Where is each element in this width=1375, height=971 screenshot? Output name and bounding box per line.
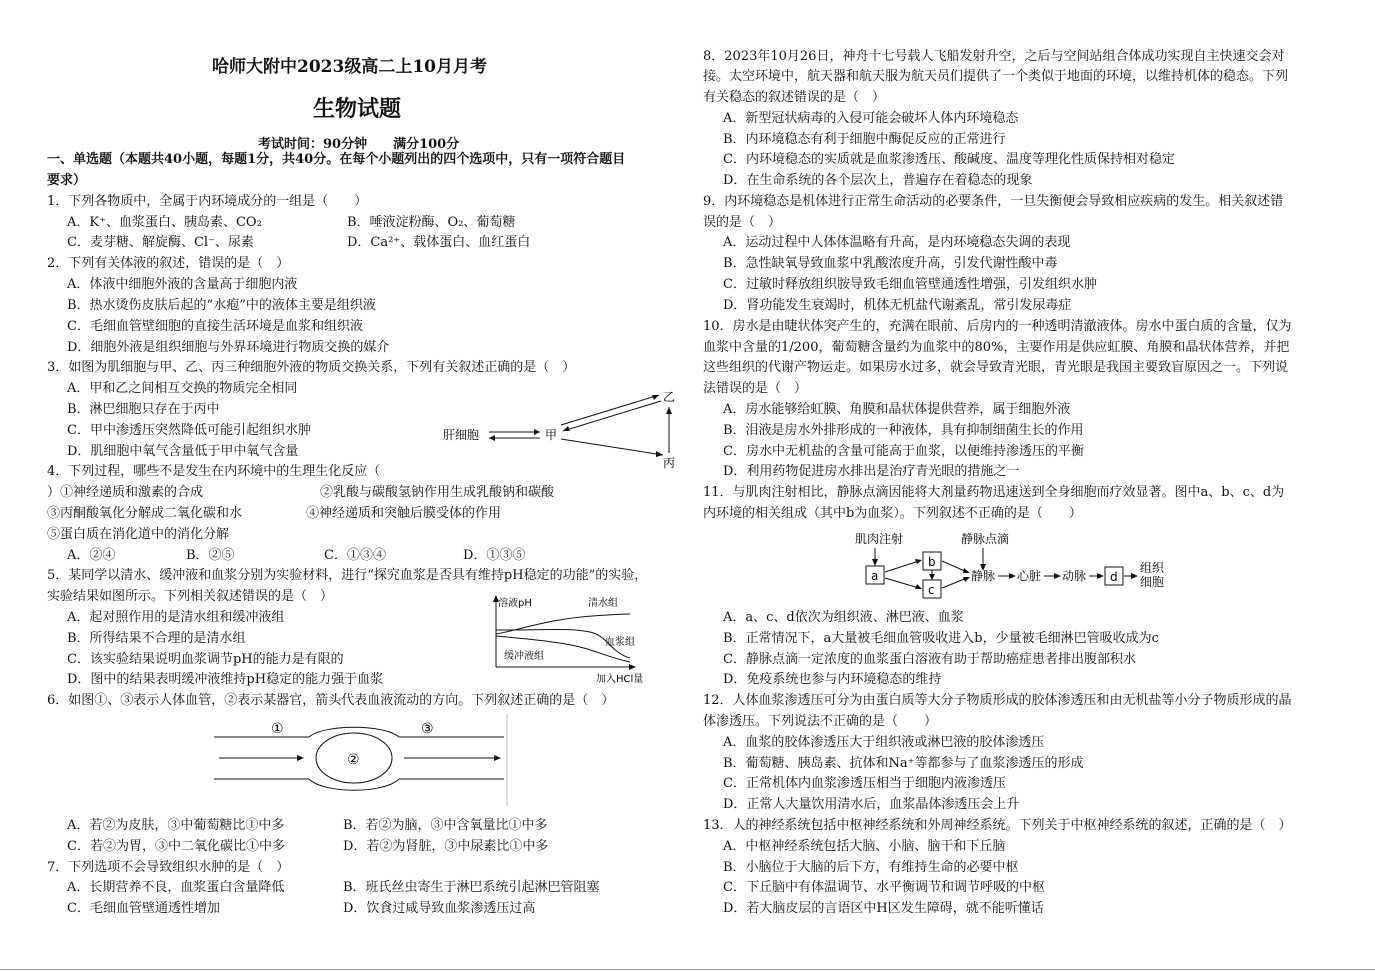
fig-buffer-label: 缓冲液组 [504,651,544,662]
school-title: 哈师大附中2023级高二上10月月考 [212,57,487,77]
page-bottom-border [0,969,1375,970]
fig-im-injection: 肌肉注射 [855,532,904,546]
q10-option-c[interactable]: C．房水中无机盐的含量可能高于血浆，以便维持渗透压的平衡 [723,444,1084,459]
fig-water-label: 清水组 [588,598,618,609]
fig-ylabel: 溶液pH [498,598,532,609]
q10-stem-2: 血浆中含量的1/200，葡萄糖含量约为血浆中的80%，主要作用是供应虹膜、角膜和晶状体营养，并把 [703,340,1290,355]
fig-jia: 甲 [545,428,558,442]
q10-stem-4: 法错误的是（ ） [703,381,808,396]
q11-flow-diagram [853,526,1183,604]
q9-stem: 9．内环境稳态是机体进行正常生命活动的必要条件，一旦失衡便会导致相应疾病的发生。相关叙述错 [703,194,1284,209]
q12-option-b[interactable]: B．葡萄糖、胰岛素、抗体和Na⁺等都参与了血浆渗透压的形成 [723,756,1084,771]
q5-stem: 5．某同学以清水、缓冲液和血浆分别为实验材料，进行“探究血浆是否具有维持pH稳定的功能”的实验， [47,568,648,583]
fig-organ: ② [347,752,360,768]
q9-stem-cont: 误的是（ ） [703,215,782,230]
q3-option-a[interactable]: A．甲和乙之间相互交换的物质完全相同 [67,381,298,396]
fig-d: d [1110,570,1118,584]
q10-option-d[interactable]: D．利用药物促进房水排出是治疗青光眼的措施之一 [723,464,1020,479]
q10-stem-3: 这些组织的代谢产物运走。如果房水过多，就会导致青光眼，青光眼是我国主要致盲原因之一。下列说 [703,360,1289,375]
q6-option-a[interactable]: A．若②为皮肤，③中葡萄糖比①中多 [67,818,285,833]
q5-option-a[interactable]: A．起对照作用的是清水组和缓冲液组 [67,610,285,625]
q7-option-d[interactable]: D．饮食过咸导致血浆渗透压过高 [343,901,536,916]
q7-option-b[interactable]: B．班氏丝虫寄生于淋巴系统引起淋巴管阻塞 [343,880,600,895]
q7-option-a[interactable]: A．长期营养不良，血浆蛋白含量降低 [67,880,285,895]
q11-stem: 11．与肌肉注射相比，静脉点滴因能将大剂量药物迅速送到全身细胞而疗效显著。图中a、b、c、d为 [703,485,1285,500]
fig-vein: 静脉 [971,569,996,583]
fig-bing: 丙 [663,456,676,470]
q6-vessel-diagram [214,714,514,809]
q13-option-d[interactable]: D．若大脑皮层的言语区中H区发生障碍，就不能听懂话 [723,901,1044,916]
q10-option-b[interactable]: B．泪液是房水外排形成的一种液体，具有抑制细菌生长的作用 [723,423,1084,438]
q6-option-c[interactable]: C．若②为胃，③中二氧化碳比①中多 [67,839,285,854]
q8-stem: 8．2023年10月26日，神舟十七号载人飞船发射升空，之后与空间站组合体成功实现自主快速交会对 [703,49,1285,64]
q3-option-b[interactable]: B．淋巴细胞只存在于丙中 [67,402,220,417]
q5-stem-cont: 实验结果如图所示。下列相关叙述错误的是（ ） [47,589,334,604]
q1-option-d[interactable]: D．Ca²⁺、载体蛋白、血红蛋白 [347,235,531,250]
q8-stem-end: 有关稳态的叙述错误的是（ ） [703,90,886,105]
q9-option-d[interactable]: D．肾功能发生衰竭时，机体无机盐代谢紊乱，常引发尿毒症 [723,298,1072,313]
q11-option-c[interactable]: C．静脉点滴一定浓度的血浆蛋白溶液有助于帮助癌症患者排出腹部积水 [723,652,1136,667]
q13-option-c[interactable]: C．下丘脑中有体温调节、水平衡调节和调节呼吸的中枢 [723,880,1045,895]
q2-option-a[interactable]: A．体液中细胞外液的含量高于细胞内液 [67,277,298,292]
fig-heart: 心脏 [1017,569,1042,583]
fig-xlabel: 加入HCl量 [596,674,644,685]
q3-option-c[interactable]: C．甲中渗透压突然降低可能引起组织水肿 [67,423,311,438]
q7-option-c[interactable]: C．毛细血管壁通透性增加 [67,901,220,916]
fig-artery: 动脉 [1062,569,1087,583]
q10-option-a[interactable]: A．房水能够给虹膜、角膜和晶状体提供营养，属于细胞外液 [723,402,1071,417]
q8-option-d[interactable]: D．在生命系统的各个层次上，普遍存在着稳态的现象 [723,173,1033,188]
fig-tissue-1: 组织 [1140,561,1165,575]
q1-option-a[interactable]: A．K⁺、血浆蛋白、胰岛素、CO₂ [67,215,262,230]
q12-option-c[interactable]: C．正常机体内血浆渗透压相当于细胞内液渗透压 [723,776,1006,791]
section-heading-cont: 要求） [47,173,87,188]
q7-stem: 7．下列选项不会导致组织水肿的是（ ） [47,860,290,875]
q3-exchange-diagram [437,385,697,475]
q1-option-c[interactable]: C．麦芽糖、解旋酶、Cl⁻、尿素 [67,235,254,250]
fig-plasma-label: 血浆组 [605,637,635,648]
q6-stem: 6．如图①、③表示人体血管，②表示某器官，箭头代表血液流动的方向。下列叙述正确的是（ ） [47,693,615,708]
q8-option-a[interactable]: A．新型冠状病毒的入侵可能会破坏人体内环境稳态 [723,111,1019,126]
q4-stem: 4．下列过程，哪些不是发生在内环境中的生理生化反应（ [47,464,381,479]
fig-vessel-1: ① [271,721,284,737]
q5-option-d[interactable]: D．图中的结果表明缓冲液维持pH稳定的能力强于血浆 [67,672,384,687]
q4-item-5: ⑤蛋白质在消化道中的消化分解 [47,527,230,542]
q5-option-b[interactable]: B．所得结果不合理的是清水组 [67,631,246,646]
q4-option-b[interactable]: B．②⑤ [186,548,235,563]
q5-ph-chart [490,592,660,686]
fig-vessel-3: ③ [421,721,434,737]
q9-option-b[interactable]: B．急性缺氧导致血浆中乳酸浓度升高，引发代谢性酸中毒 [723,256,1058,271]
q6-option-d[interactable]: D．若②为肾脏，③中尿素比①中多 [343,839,549,854]
q3-option-d[interactable]: D．肌细胞中氧气含量低于甲中氧气含量 [67,444,299,459]
q2-option-d[interactable]: D．细胞外液是组织细胞与外界环境进行物质交换的媒介 [67,340,390,355]
q8-option-c[interactable]: C．内环境稳态的实质就是血浆渗透压、酸碱度、温度等理化性质保持相对稳定 [723,152,1175,167]
q11-stem-cont: 内环境的相关组成（其中b为血浆）。下列叙述不正确的是（ ） [703,506,1082,521]
fig-tissue-2: 细胞 [1140,575,1165,589]
q11-option-b[interactable]: B．正常情况下，a大量被毛细血管吸收进入b，少量被毛细淋巴管吸收成为c [723,631,1159,646]
q11-option-a[interactable]: A．a、c、d依次为组织液、淋巴液、血浆 [723,610,964,625]
q2-stem: 2．下列有关体液的叙述，错误的是（ ） [47,256,290,271]
q12-option-a[interactable]: A．血浆的胶体渗透压大于组织液或淋巴液的胶体渗透压 [723,735,1045,750]
q5-option-c[interactable]: C．该实验结果说明血浆调节pH的能力是有限的 [67,652,344,667]
q8-option-b[interactable]: B．内环境稳态有利于细胞中酶促反应的正常进行 [723,132,1006,147]
q4-item-4: ④神经递质和突触后膜受体的作用 [306,506,502,521]
exam-info: 考试时间：90分钟 满分100分 [258,137,460,152]
subject-title: 生物试题 [313,96,402,122]
q4-item-1: ）①神经递质和激素的合成 [47,485,204,500]
curve-water [496,614,630,634]
q11-option-d[interactable]: D．免疫系统也参与内环境稳态的维持 [723,672,942,687]
q9-option-c[interactable]: C．过敏时释放组织胺导致毛细血管壁通透性增强，引发组织水肿 [723,277,1097,292]
q4-option-c[interactable]: C．①③④ [324,548,386,563]
q12-option-d[interactable]: D．正常人大量饮用清水后，血浆晶体渗透压会上升 [723,797,1020,812]
q3-stem: 3．如图为肌细胞与甲、乙、丙三种细胞外液的物质交换关系，下列有关叙述正确的是（ ） [47,360,576,375]
q13-option-a[interactable]: A．中枢神经系统包括大脑、小脑、脑干和下丘脑 [723,839,1006,854]
q2-option-b[interactable]: B．热水烫伤皮肤后起的“水疱”中的液体主要是组织液 [67,298,376,313]
q1-option-b[interactable]: B．唾液淀粉酶、O₂、葡萄糖 [347,215,516,230]
q13-option-b[interactable]: B．小脑位于大脑的后下方，有维持生命的必要中枢 [723,860,1019,875]
q10-stem: 10．房水是由睫状体突产生的，充满在眼前、后房内的一种透明清澈液体。房水中蛋白质的含量，仅为 [703,319,1292,334]
fig-iv-drip: 静脉点滴 [961,532,1010,546]
q4-item-2: ②乳酸与碳酸氢钠作用生成乳酸钠和碳酸 [320,485,555,500]
q1-stem: 1．下列各物质中，全属于内环境成分的一组是（ ） [47,194,368,209]
q12-stem-cont: 体渗透压。下列说法不正确的是（ ） [703,714,938,729]
q4-item-3: ③丙酮酸氧化分解成二氧化碳和水 [47,506,243,521]
q4-option-a[interactable]: A．②④ [67,548,116,563]
q12-stem: 12．人体血浆渗透压可分为由蛋白质等大分子物质形成的胶体渗透压和由无机盐等小分子物质形成的晶 [703,693,1292,708]
q4-option-d[interactable]: D．①③⑤ [463,548,526,563]
fig-b: b [928,555,936,569]
q2-option-c[interactable]: C．毛细血管壁细胞的直接生活环境是血浆和组织液 [67,319,363,334]
fig-liver-cell: 肝细胞 [443,428,480,442]
fig-yi: 乙 [663,390,676,404]
q6-option-b[interactable]: B．若②为脑，③中含氧量比①中多 [343,818,548,833]
q9-option-a[interactable]: A．运动过程中人体体温略有升高，是内环境稳态失调的表现 [723,235,1071,250]
fig-c: c [928,583,935,597]
q13-stem: 13．人的神经系统包括中枢神经系统和外周神经系统。下列关于中枢神经系统的叙述，正确的是（ ） [703,818,1292,833]
section-heading: 一、单选题（本题共40小题，每题1分，共40分。在每个小题列出的四个选项中，只有一项符合题目 [47,152,626,167]
q8-stem-cont: 接。太空环境中，航天器和航天服为航天员们提供了一个类似于地面的环境，以维持机体的稳态。下列 [703,69,1289,84]
fig-a: a [871,569,879,583]
